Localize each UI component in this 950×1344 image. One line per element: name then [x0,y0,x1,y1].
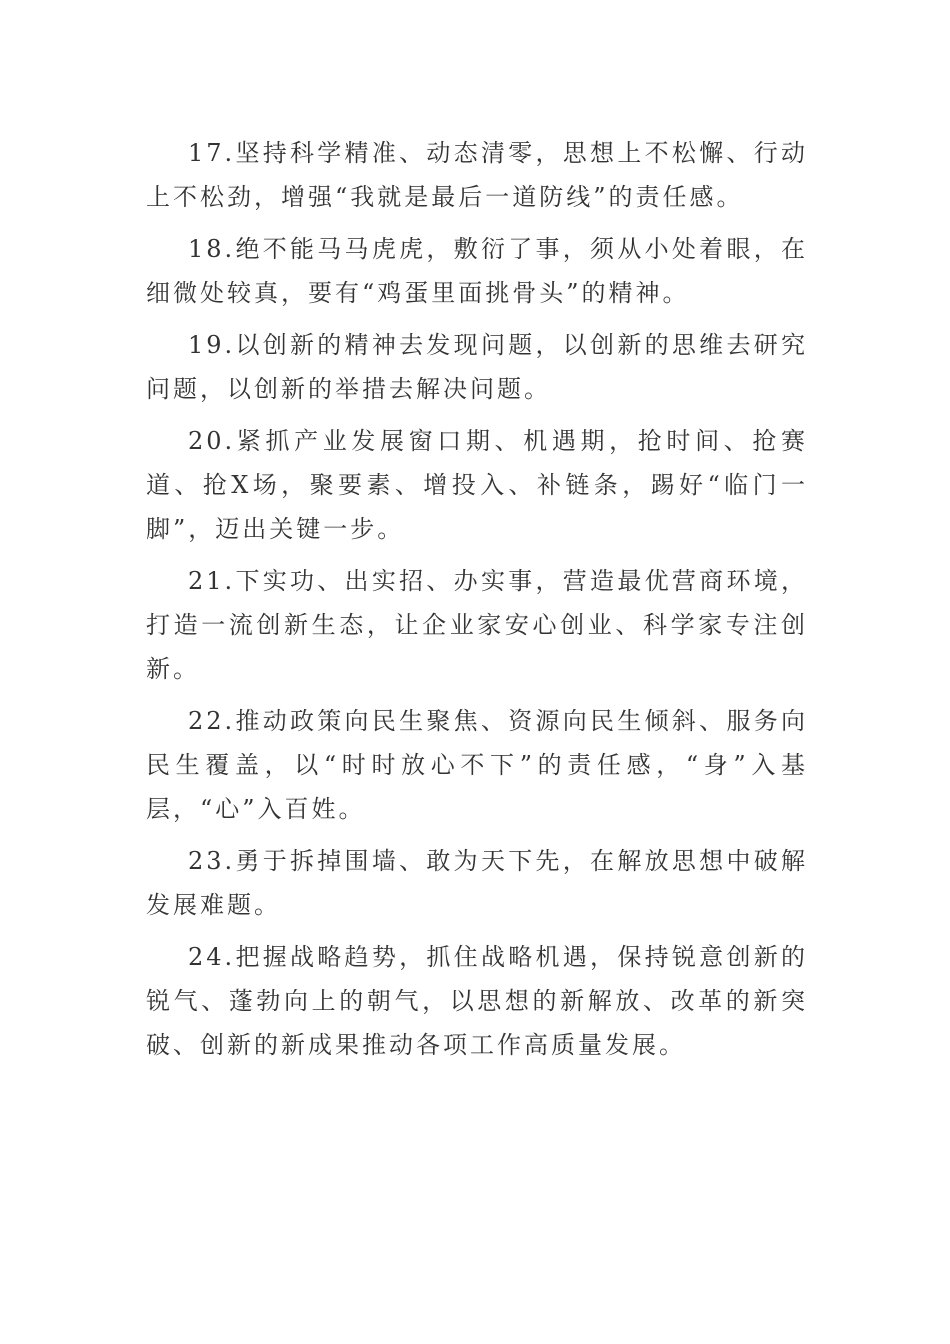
paragraph-17: 17.坚持科学精准、动态清零，思想上不松懈、行动上不松劲，增强“我就是最后一道防线”的责任感。 [146,139,808,211]
paragraph-21: 21.下实功、出实招、办实事，营造最优营商环境，打造一流创新生态，让企业家安心创业、科学家专注创新。 [146,567,808,683]
document-body [146,131,808,1075]
paragraph-24: 24.把握战略趋势，抓住战略机遇，保持锐意创新的锐气、蓬勃向上的朝气，以思想的新解放、改革的新突破、创新的新成果推动各项工作高质量发展。 [146,943,808,1059]
paragraph-23: 23.勇于拆掉围墙、敢为天下先，在解放思想中破解发展难题。 [146,847,808,919]
paragraph-22: 22.推动政策向民生聚焦、资源向民生倾斜、服务向民生覆盖，以“时时放心不下”的责任感，“身”入基层，“心”入百姓。 [146,707,808,823]
paragraph-18: 18.绝不能马马虎虎，敷衍了事，须从小处着眼，在细微处较真，要有“鸡蛋里面挑骨头”的精神。 [146,235,808,307]
paragraph-20: 20.紧抓产业发展窗口期、机遇期，抢时间、抢赛道、抢X场，聚要素、增投入、补链条，踢好“临门一脚”，迈出关键一步。 [146,427,808,543]
paragraph-19: 19.以创新的精神去发现问题，以创新的思维去研究问题，以创新的举措去解决问题。 [146,331,808,403]
